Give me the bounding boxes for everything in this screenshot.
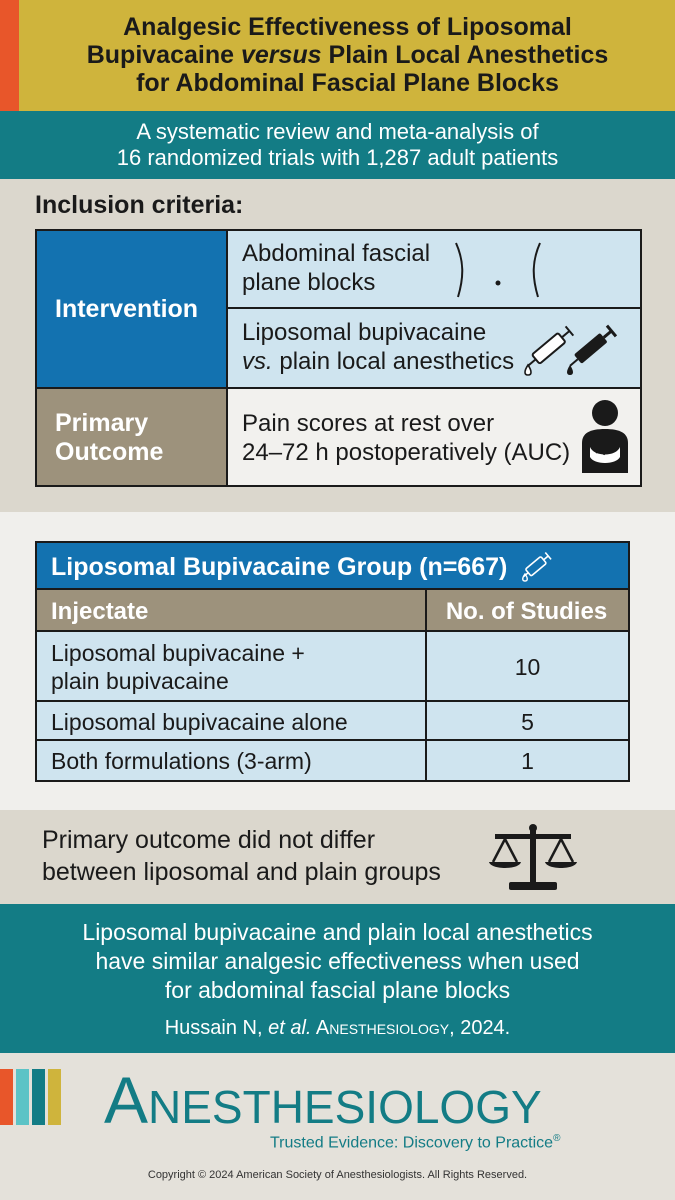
title-versus: versus [240, 41, 322, 69]
study-count: 10 [514, 654, 541, 680]
journal-name: Anesthesiology [311, 1017, 450, 1039]
outcome-label: Primary Outcome [37, 389, 228, 485]
intervention-item-drugs: Liposomal bupivacaine vs. plain local anesthetics [228, 309, 640, 389]
result-band [0, 810, 675, 904]
column-header-injectate: Injectate [51, 598, 149, 625]
summary-line-2: 16 randomized trials with 1,287 adult patients [116, 145, 559, 170]
criteria-table [35, 229, 642, 487]
table-row: Both formulations (3-arm) 1 [37, 741, 628, 780]
table-row: Liposomal bupivacaine + plain bupivacaine 10 [37, 632, 628, 702]
study-count: 5 [521, 709, 534, 735]
logo-bar [48, 1069, 61, 1125]
conclusion-text: Liposomal bupivacaine and plain local anesthetics have similar analgesic effectiveness when used for abdominal fascial plane blocks [82, 919, 593, 1003]
inclusion-title: Inclusion criteria: [35, 191, 244, 219]
column-divider [425, 590, 427, 780]
summary-line-1: A systematic review and meta-analysis of [136, 119, 539, 144]
tagline: Trusted Evidence: Discovery to Practice® [270, 1133, 561, 1152]
title-line-2: Bupivacaine versus Plain Local Anesthetics [86, 41, 609, 69]
citation: Hussain N, et al. Anesthesiology, 2024. [164, 1017, 511, 1039]
group-table [35, 541, 630, 782]
patient-abdominal-pain-icon [578, 397, 632, 477]
conclusion-band [0, 904, 675, 1053]
group-table-title: Liposomal Bupivacaine Group (n=667) [37, 543, 628, 590]
syringe-icon [520, 552, 554, 584]
table-row: Liposomal bupivacaine alone 5 [37, 702, 628, 741]
journal-logo: Anesthesiology [104, 1063, 542, 1137]
study-summary [0, 111, 675, 179]
group-section [0, 512, 675, 810]
study-count: 1 [521, 748, 534, 774]
column-header-studies: No. of Studies [445, 598, 608, 625]
syringe-pair-icon [518, 315, 628, 381]
page-title [30, 13, 665, 97]
table-header-row [37, 590, 628, 632]
copyright-notice: Copyright © 2024 American Society of Anesthesiologists. All Rights Reserved. [147, 1169, 528, 1181]
result-text: Primary outcome did not differ between liposomal and plain groups [42, 826, 441, 886]
header-banner [0, 0, 675, 111]
title-line-1: Analgesic Effectiveness of Liposomal [123, 13, 572, 41]
logo-bar [32, 1069, 45, 1125]
inclusion-section [0, 179, 675, 512]
balance-scale-icon [487, 822, 579, 894]
intervention-label: Intervention [37, 231, 228, 389]
accent-stripe [0, 0, 19, 111]
intervention-item-blocks: Abdominal fascial plane blocks [228, 231, 640, 309]
logo-bar [16, 1069, 29, 1125]
logo-bar [0, 1069, 13, 1125]
footer [0, 1053, 675, 1200]
abdomen-outline-icon [448, 239, 548, 303]
title-line-3: for Abdominal Fascial Plane Blocks [136, 69, 559, 97]
outcome-description: Pain scores at rest over 24–72 h postoperatively (AUC) [228, 389, 640, 485]
